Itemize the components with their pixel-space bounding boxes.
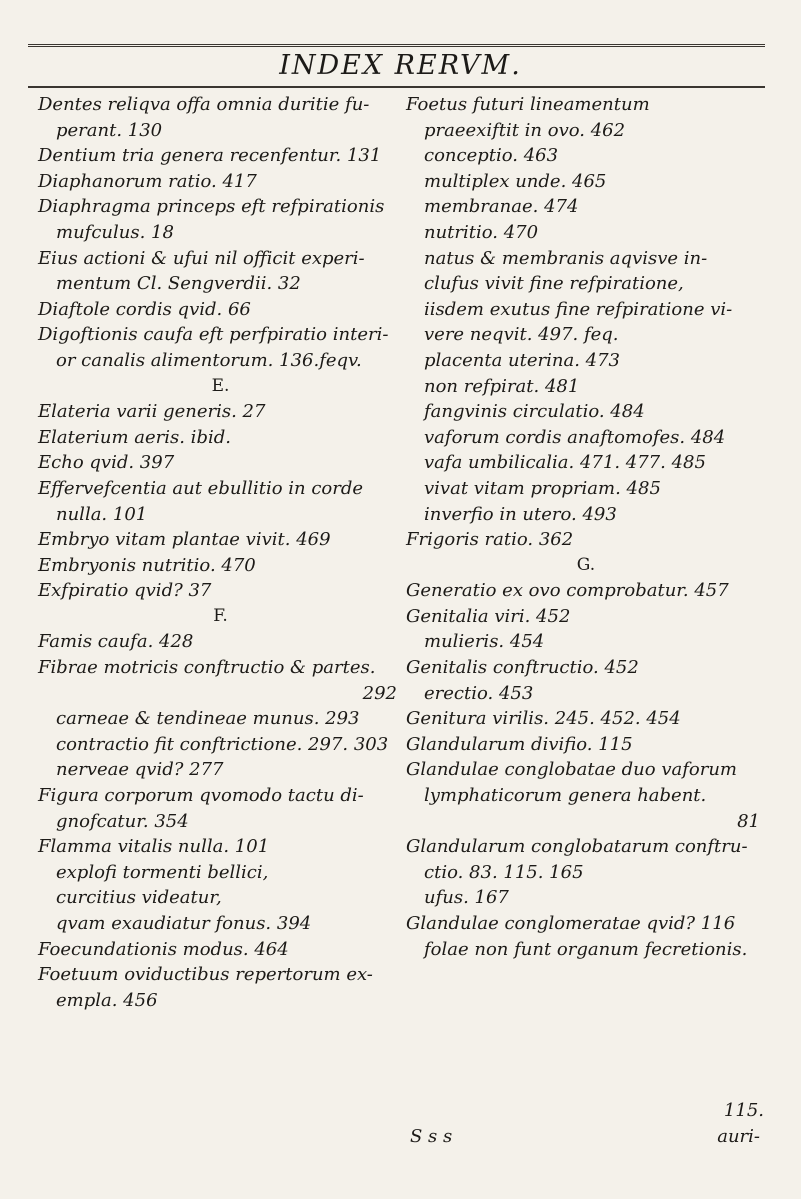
left-index-entry: Flamma vitalis nulla. 101 bbox=[38, 836, 270, 858]
right-index-entry: ufus. 167 bbox=[424, 887, 509, 909]
left-section-letter: E. bbox=[211, 375, 230, 396]
right-index-entry: fangvinis circulatio. 484 bbox=[424, 401, 645, 423]
left-index-entry: contractio fit conftrictione. 297. 303 bbox=[56, 733, 389, 755]
left-index-entry: Diaftole cordis qvid. 66 bbox=[38, 298, 251, 320]
right-index-entry: Generatio ex ovo comprobatur. 457 bbox=[406, 580, 729, 602]
signature-mark: S s s bbox=[410, 1125, 453, 1147]
left-index-entry: Famis caufa. 428 bbox=[38, 631, 194, 653]
left-section-letter: F. bbox=[213, 605, 228, 626]
right-index-entry: Genitalis conftructio. 452 bbox=[406, 657, 639, 679]
left-index-entry: Effervefcentia aut ebullitio in corde bbox=[38, 477, 364, 499]
left-index-entry: nerveae qvid? 277 bbox=[56, 759, 224, 781]
right-index-entry: Glandularum divifio. 115 bbox=[406, 733, 633, 755]
right-index-entry: 81 bbox=[737, 810, 760, 832]
left-index-entry: curcitius videatur, bbox=[56, 887, 222, 909]
left-index-entry: Exfpiratio qvid? 37 bbox=[38, 580, 212, 602]
left-index-entry: Foecundationis modus. 464 bbox=[38, 938, 289, 960]
left-column bbox=[38, 92, 403, 1013]
right-section-letter: G. bbox=[576, 554, 596, 575]
right-index-entry: inverfio in utero. 493 bbox=[424, 503, 617, 525]
left-index-entry: qvam exaudiatur fonus. 394 bbox=[56, 913, 312, 934]
right-index-entry: natus & membranis aqvisve in- bbox=[424, 247, 708, 269]
page-title: INDEX RERVM. bbox=[279, 50, 522, 81]
right-index-entry: vivat vitam propriam. 485 bbox=[424, 477, 661, 499]
right-index-entry: Glandularum conglobatarum conftru- bbox=[406, 836, 748, 858]
right-index-entry: Frigoris ratio. 362 bbox=[406, 529, 574, 551]
right-index-entry: Glandulae conglobatae duo vaforum bbox=[406, 759, 737, 781]
right-index-entry: iisdem exutus fine refpiratione vi- bbox=[424, 298, 733, 320]
left-index-entry: gnofcatur. 354 bbox=[56, 810, 189, 832]
right-index-entry: Foetus futuri lineamentum bbox=[406, 94, 650, 115]
left-index-entry: Echo qvid. 397 bbox=[38, 452, 175, 474]
left-index-entry: Digoftionis caufa eft perfpiratio interi- bbox=[38, 324, 389, 346]
left-index-entry: Elaterium aeris. ibid. bbox=[38, 426, 231, 448]
left-index-entry: Embryo vitam plantae vivit. 469 bbox=[38, 529, 331, 551]
left-index-entry: Figura corporum qvomodo tactu di- bbox=[38, 785, 364, 807]
left-index-entry: mufculus. 18 bbox=[56, 221, 174, 243]
right-index-entry: erectio. 453 bbox=[424, 682, 534, 704]
left-index-entry: nulla. 101 bbox=[56, 503, 148, 525]
left-index-entry: Elateria varii generis. 27 bbox=[38, 401, 266, 423]
catchword: auri- bbox=[717, 1125, 760, 1147]
left-index-entry: Diaphragma princeps eft refpirationis bbox=[38, 196, 385, 218]
left-index-entry: Dentium tria genera recenfentur. 131 bbox=[38, 145, 382, 167]
right-index-entry: multiplex unde. 465 bbox=[424, 170, 607, 192]
right-index-entry: Glandulae conglomeratae qvid? 116 bbox=[406, 913, 736, 934]
right-index-entry: vere neqvit. 497. feq. bbox=[424, 324, 619, 346]
left-index-entry: Foetuum oviductibus repertorum ex- bbox=[38, 964, 373, 986]
right-index-entry: mulieris. 454 bbox=[424, 631, 545, 653]
right-index-entry: nutritio. 470 bbox=[424, 221, 539, 243]
right-index-entry: vaforum cordis anaftomofes. 484 bbox=[424, 426, 726, 448]
left-index-entry: carneae & tendineae munus. 293 bbox=[56, 708, 360, 730]
right-index-entry: praeexiftit in ovo. 462 bbox=[424, 119, 626, 141]
left-index-entry: Eius actioni & ufui nil officit experi- bbox=[38, 247, 365, 269]
right-column bbox=[406, 92, 766, 962]
left-index-entry: explofi tormenti bellici, bbox=[56, 861, 269, 883]
right-index-entry: non refpirat. 481 bbox=[424, 375, 580, 397]
right-index-entry: lymphaticorum genera habent. bbox=[424, 785, 707, 807]
footer-page-ref: 115. bbox=[723, 1100, 764, 1121]
left-index-entry: Fibrae motricis conftructio & partes. bbox=[38, 657, 376, 679]
right-index-entry: membranae. 474 bbox=[424, 196, 579, 218]
right-index-entry: clufus vivit fine refpiratione, bbox=[424, 273, 684, 295]
header-rule bbox=[28, 86, 765, 88]
left-index-entry: Embryonis nutritio. 470 bbox=[38, 554, 256, 576]
right-index-entry: folae non funt organum fecretionis. bbox=[424, 938, 748, 960]
right-index-entry: Genitura virilis. 245. 452. 454 bbox=[406, 708, 681, 730]
left-index-entry: 292 bbox=[362, 682, 397, 704]
top-rule bbox=[28, 44, 765, 47]
right-index-entry: Genitalia viri. 452 bbox=[406, 605, 571, 627]
right-index-entry: conceptio. 463 bbox=[424, 145, 559, 167]
right-index-entry: vafa umbilicalia. 471. 477. 485 bbox=[424, 452, 706, 474]
left-index-entry: Dentes reliqva offa omnia duritie fu- bbox=[38, 94, 370, 115]
left-index-entry: Diaphanorum ratio. 417 bbox=[38, 170, 257, 192]
left-index-entry: or canalis alimentorum. 136.feqv. bbox=[56, 349, 362, 371]
right-index-entry: ctio. 83. 115. 165 bbox=[424, 861, 584, 883]
right-index-entry: placenta uterina. 473 bbox=[424, 349, 620, 371]
left-index-entry: perant. 130 bbox=[56, 119, 163, 141]
footer bbox=[410, 1098, 770, 1150]
left-index-entry: mentum Cl. Sengverdii. 32 bbox=[56, 273, 301, 295]
left-index-entry: empla. 456 bbox=[56, 989, 158, 1011]
